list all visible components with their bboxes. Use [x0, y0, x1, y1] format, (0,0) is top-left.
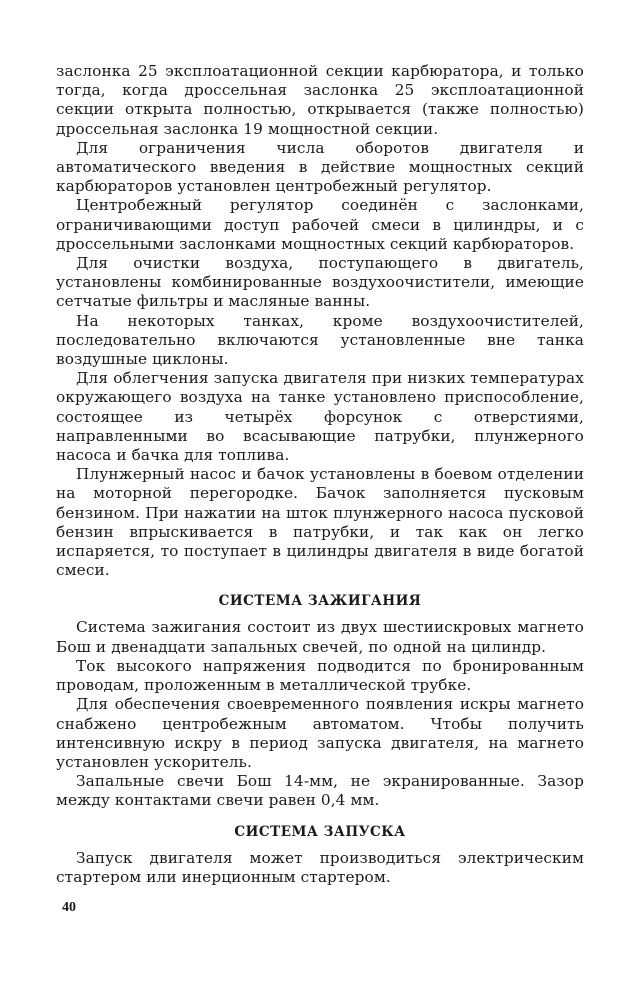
paragraph: Центробежный регулятор соединён с заслонками, ограничивающими доступ рабочей смеси в цилиндры, и с дроссельными заслонками мощностных секций карбюраторов. [56, 196, 584, 253]
paragraph: На некоторых танках, кроме воздухоочистителей, последовательно включаются установленные вне танка воздушные циклоны. [56, 311, 584, 369]
paragraph: Ток высокого напряжения подводится по бронированным проводам, проложенным в металлической трубке. [56, 656, 584, 695]
paragraph: Запуск двигателя может производиться электрическим стартером или инерционным стартером. [56, 848, 584, 886]
paragraph: Система зажигания состоит из двух шестиискровых магнето Бош и двенадцати запальных свечей, по одной на цилиндр. [56, 618, 584, 656]
paragraph: Запальные свечи Бош 14-мм, не экранированные. Зазор между контактами свечи равен 0,4 мм. [56, 772, 584, 810]
paragraph: Для ограничения числа оборотов двигателя и автоматического введения в действие мощностных секций карбюраторов установлен центробежный регулятор. [56, 138, 584, 196]
section-heading-ignition: СИСТЕМА ЗАЖИГАНИЯ [218, 593, 422, 610]
page-number: 40 [62, 900, 76, 915]
paragraph: заслонка 25 эксплоатационной секции карбюратора, и только тогда, когда дроссельная заслонка 25 эксплоатационной секции открыта полностью, открывается (также полностью) дроссельная заслонка 19 мощностной секции. [56, 62, 584, 138]
paragraph: Для облегчения запуска двигателя при низких температурах окружающего воздуха на танке установлено приспособление, состоящее из четырёх форсунок с отверстиями, направленными во всасывающие патрубки, плунжерного насоса и бачка для топлива. [56, 369, 584, 465]
page-body [56, 62, 584, 887]
paragraph: Для очистки воздуха, поступающего в двигатель, установлены комбинированные воздухоочистители, имеющие сетчатые фильтры и масляные ванны. [56, 254, 584, 311]
section-heading-start: СИСТЕМА ЗАПУСКА [234, 823, 406, 840]
paragraph: Для обеспечения своевременного появления искры магнето снабжено центробежным автоматом. Чтобы получить интенсивную искру в период запуска двигателя, на магнето установлен ускоритель. [56, 695, 584, 771]
paragraph: Плунжерный насос и бачок установлены в боевом отделении на моторной перегородке. Бачок заполняется пусковым бензином. При нажатии на шток плунжерного насоса пусковой бензин впрыскивается в патрубки, и так как он легко испаряется, то поступает в цилиндры двигателя в виде богатой смеси. [56, 465, 584, 580]
